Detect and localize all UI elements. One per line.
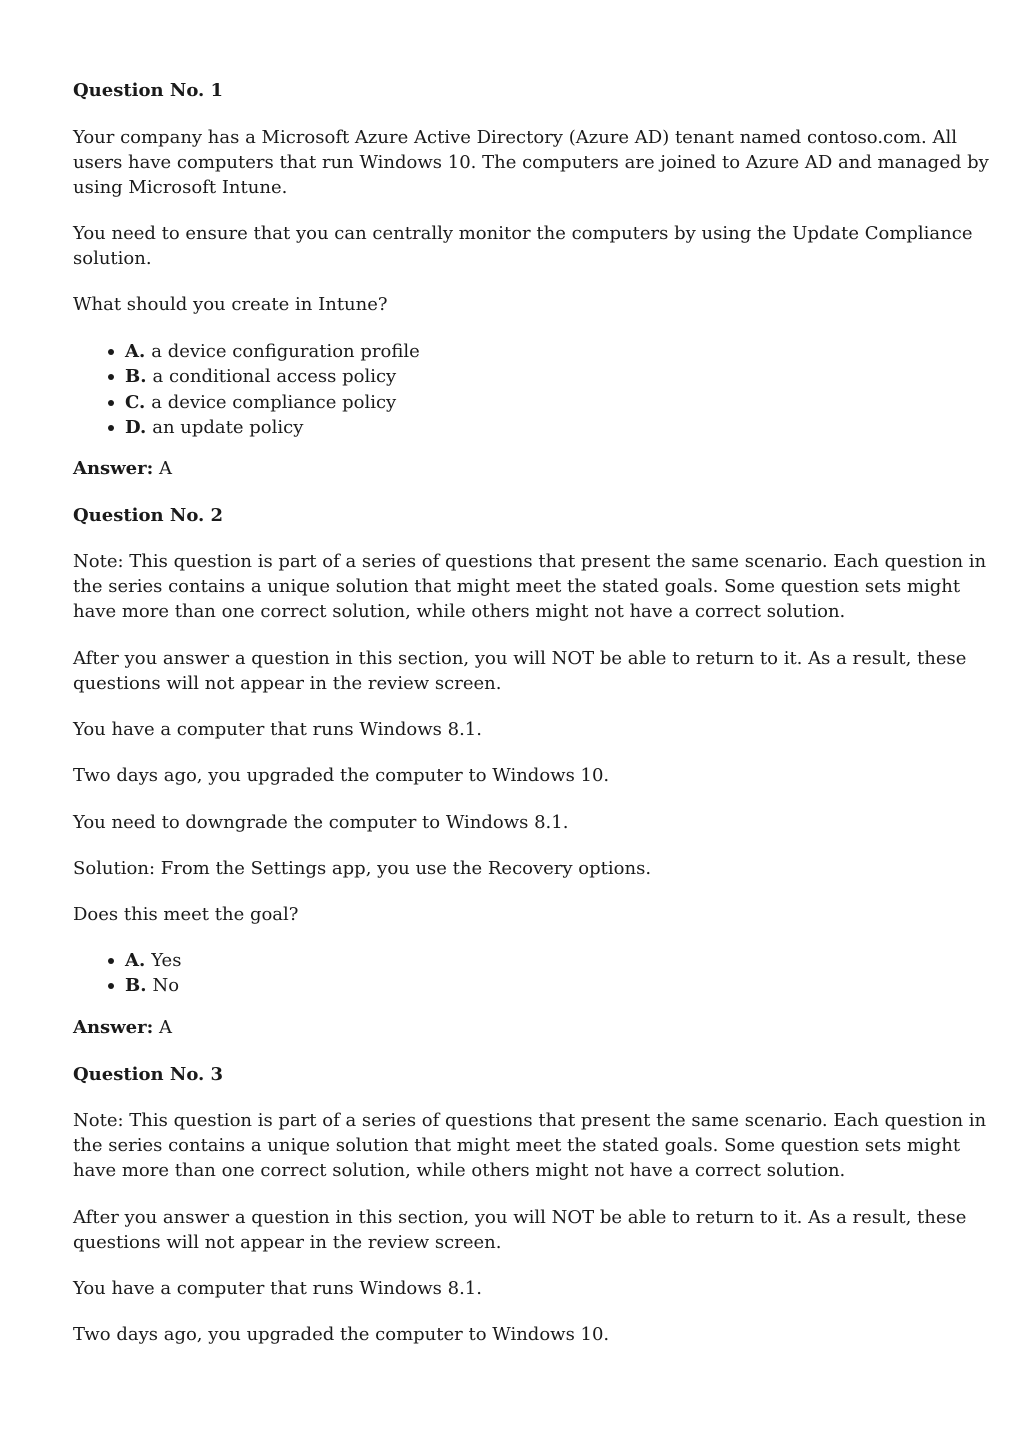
question-title: Question No. 2 xyxy=(73,505,224,526)
question-title: Question No. 3 xyxy=(73,1064,224,1085)
question-text: Solution: From the Settings app, you use the Recovery options. xyxy=(73,858,652,879)
question-prompt: What should you create in Intune? xyxy=(73,294,388,315)
question-text: have more than one correct solution, while others might not have a correct solution. xyxy=(73,601,846,622)
option-item xyxy=(73,390,420,415)
option-letter: B. xyxy=(125,975,147,997)
option-item xyxy=(73,948,181,973)
question-text: users have computers that run Windows 10. The computers are joined to Azure AD and managed by xyxy=(73,152,989,173)
answer-label: Answer: xyxy=(73,458,154,479)
option-text: a device compliance policy xyxy=(151,391,397,413)
question-text: Two days ago, you upgraded the computer to Windows 10. xyxy=(73,1324,610,1345)
question-text: Two days ago, you upgraded the computer to Windows 10. xyxy=(73,765,610,786)
option-text: an update policy xyxy=(152,416,304,438)
option-item xyxy=(73,415,420,440)
option-item xyxy=(73,364,420,389)
option-letter: D. xyxy=(125,416,147,438)
question-text: You have a computer that runs Windows 8.1. xyxy=(73,719,482,740)
question-text: questions will not appear in the review screen. xyxy=(73,1232,502,1253)
question-text: Your company has a Microsoft Azure Active Directory (Azure AD) tenant named contoso.com. All xyxy=(73,127,957,148)
question-text: have more than one correct solution, while others might not have a correct solution. xyxy=(73,1160,846,1181)
answer-line xyxy=(73,1015,172,1040)
question-prompt: Does this meet the goal? xyxy=(73,904,299,925)
question-text: the series contains a unique solution that might meet the stated goals. Some question sets might xyxy=(73,576,961,597)
option-letter: B. xyxy=(125,366,147,388)
option-letter: A. xyxy=(125,950,146,971)
question-text: You need to downgrade the computer to Windows 8.1. xyxy=(73,812,569,833)
question-text: Note: This question is part of a series of questions that present the same scenario. Each question in xyxy=(73,1110,987,1131)
option-text: a device configuration profile xyxy=(151,341,420,362)
question-text: questions will not appear in the review screen. xyxy=(73,673,502,694)
answer-options xyxy=(73,948,181,999)
answer-value: A xyxy=(159,458,172,479)
option-text: No xyxy=(152,975,180,997)
question-text: After you answer a question in this section, you will NOT be able to return to it. As a result, these xyxy=(73,1207,967,1228)
option-item xyxy=(73,973,181,998)
option-item xyxy=(73,339,420,364)
question-text: You need to ensure that you can centrally monitor the computers by using the Update Compliance xyxy=(73,223,973,244)
option-letter: C. xyxy=(125,391,146,413)
question-title: Question No. 1 xyxy=(73,80,224,101)
question-text: solution. xyxy=(73,248,152,269)
question-text: Note: This question is part of a series of questions that present the same scenario. Each question in xyxy=(73,551,987,572)
answer-label: Answer: xyxy=(73,1017,154,1038)
option-letter: A. xyxy=(125,341,146,362)
option-text: Yes xyxy=(151,950,182,971)
answer-value: A xyxy=(159,1017,172,1038)
question-text: the series contains a unique solution that might meet the stated goals. Some question sets might xyxy=(73,1135,961,1156)
answer-options xyxy=(73,339,420,440)
question-text: using Microsoft Intune. xyxy=(73,177,288,198)
answer-line xyxy=(73,456,172,481)
question-text: After you answer a question in this section, you will NOT be able to return to it. As a result, these xyxy=(73,648,967,669)
question-text: You have a computer that runs Windows 8.1. xyxy=(73,1278,482,1299)
option-text: a conditional access policy xyxy=(152,366,397,388)
